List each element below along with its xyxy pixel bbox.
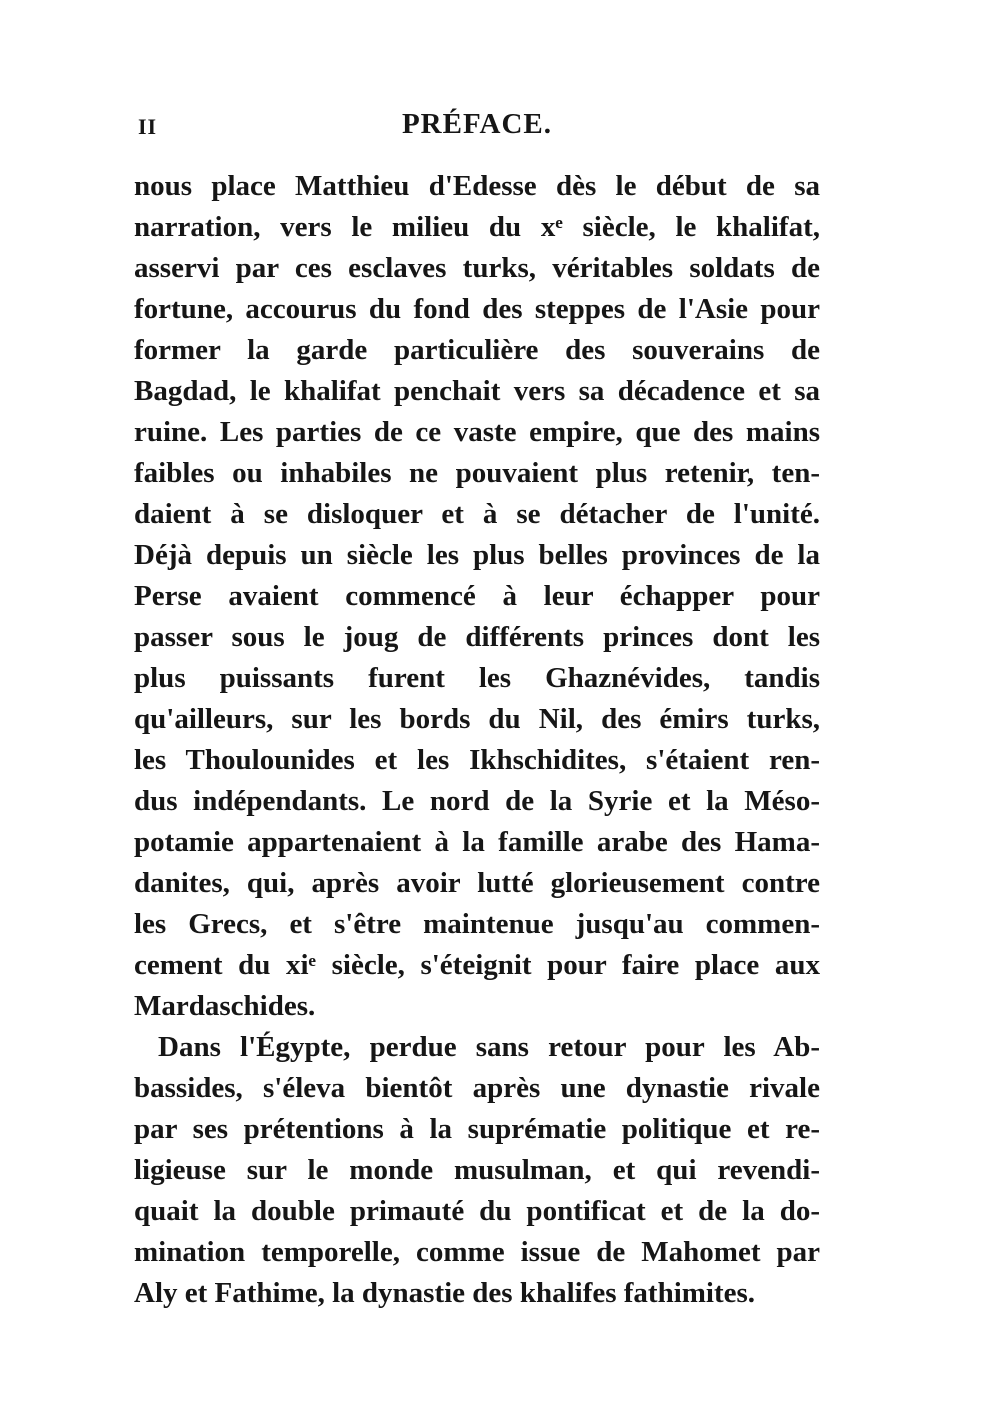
text-line: narration, vers le milieu du xᵉ siècle, le khalifat,: [134, 211, 820, 243]
text-line: plus puissants furent les Ghaznévides, tandis: [134, 662, 820, 694]
text-line: bassides, s'éleva bientôt après une dynastie rivale: [134, 1072, 820, 1104]
text-line: faibles ou inhabiles ne pouvaient plus retenir, ten-: [134, 457, 820, 489]
text-line: ligieuse sur le monde musulman, et qui revendi-: [134, 1154, 820, 1186]
text-line: passer sous le joug de différents princes dont les: [134, 621, 820, 653]
paragraph-2: [134, 1027, 820, 1314]
text-line: danites, qui, après avoir lutté glorieusement contre: [134, 867, 820, 899]
text-line: daient à se disloquer et à se détacher de l'unité.: [134, 498, 820, 530]
text-line: les Grecs, et s'être maintenue jusqu'au commen-: [134, 908, 820, 940]
text-line: former la garde particulière des souverains de: [134, 334, 820, 366]
text-line: asservi par ces esclaves turks, véritables soldats de: [134, 252, 820, 284]
text-line: cement du xiᵉ siècle, s'éteignit pour faire place aux: [134, 949, 820, 981]
text-line: Dans l'Égypte, perdue sans retour pour les Ab-: [158, 1031, 820, 1063]
text-line: dus indépendants. Le nord de la Syrie et la Méso-: [134, 785, 820, 817]
text-line: Perse avaient commencé à leur échapper pour: [134, 580, 820, 612]
text-line: quait la double primauté du pontificat et de la do-: [134, 1195, 820, 1227]
text-line: qu'ailleurs, sur les bords du Nil, des émirs turks,: [134, 703, 820, 735]
text-line: nous place Matthieu d'Edesse dès le début de sa: [134, 170, 820, 202]
page-number: II: [138, 114, 158, 139]
text-line: ruine. Les parties de ce vaste empire, que des mains: [134, 416, 820, 448]
paragraph-1: [134, 166, 820, 1027]
text-line: par ses prétentions à la suprématie politique et re-: [134, 1113, 820, 1145]
text-line: Déjà depuis un siècle les plus belles provinces de la: [134, 539, 820, 571]
text-line: Mardaschides.: [134, 990, 316, 1022]
text-line: mination temporelle, comme issue de Mahomet par: [134, 1236, 820, 1268]
text-line: Aly et Fathime, la dynastie des khalifes fathimites.: [134, 1277, 756, 1309]
text-line: potamie appartenaient à la famille arabe des Hama-: [134, 826, 820, 858]
text-line: les Thoulounides et les Ikhschidites, s'étaient ren-: [134, 744, 820, 776]
body-text: [134, 166, 820, 1314]
text-line: Bagdad, le khalifat penchait vers sa décadence et sa: [134, 375, 820, 407]
running-title: PRÉFACE.: [401, 108, 553, 140]
text-line: fortune, accourus du fond des steppes de l'Asie pour: [134, 293, 820, 325]
page-header: [134, 108, 820, 148]
